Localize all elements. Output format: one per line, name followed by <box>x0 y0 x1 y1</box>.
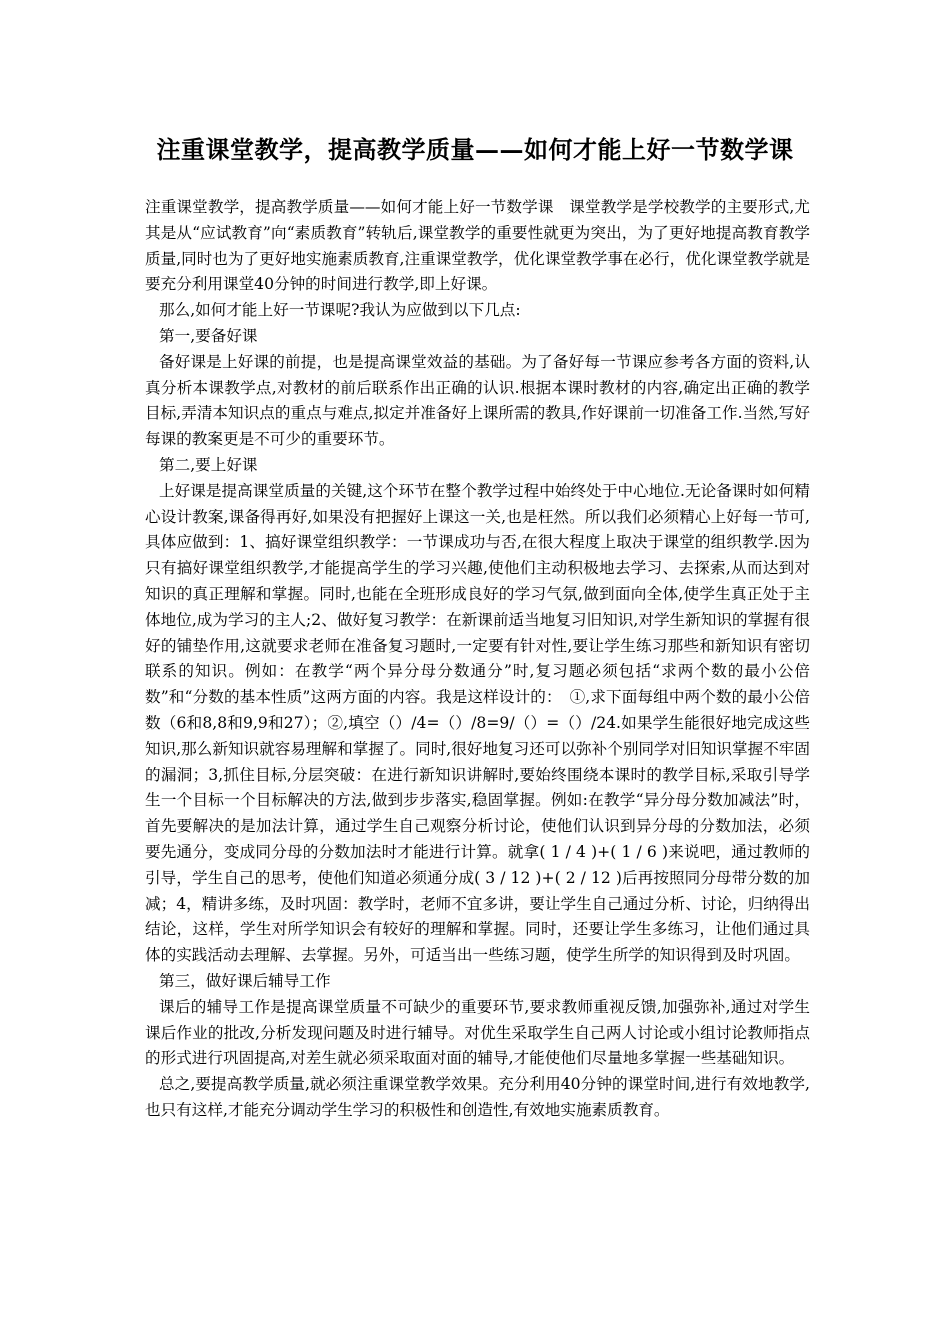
paragraph-first: 备好课是上好课的前提，也是提高课堂效益的基础。为了备好每一节课应参考各方面的资料,认真分析本课教学点,对教材的前后联系作出正确的认识.根据本课时教材的内容,确定出正确的教学目标,弄清本知识点的重点与难点,拟定并准备好上课所需的教具,作好课前一切准备工作.当然,写好每课的教案更是不可少的重要环节。 <box>145 352 810 449</box>
heading-first: 第一,要备好课 <box>159 326 258 345</box>
paragraph-conclusion: 总之,要提高教学质量,就必须注重课堂教学效果。充分利用40分钟的课堂时间,进行有效地教学,也只有这样,才能充分调动学生学习的积极性和创造性,有效地实施素质教育。 <box>145 1075 810 1119</box>
document-body <box>145 195 810 1124</box>
heading-second: 第二,要上好课 <box>159 455 258 474</box>
paragraph-question: 那么,如何才能上好一节课呢?我认为应做到以下几点: <box>159 301 521 320</box>
paragraph-third: 课后的辅导工作是提高课堂质量不可缺少的重要环节,要求教师重视反馈,加强弥补,通过对学生课后作业的批改,分析发现问题及时进行辅导。对优生采取学生自己两人讨论或小组讨论教师指点的形式进行巩固提高,对差生就必须采取面对面的辅导,才能使他们尽量地多掌握一些基础知识。 <box>145 997 810 1068</box>
heading-third: 第三，做好课后辅导工作 <box>159 971 331 990</box>
paragraph-second: 上好课是提高课堂质量的关键,这个环节在整个教学过程中始终处于中心地位.无论备课时如何精心设计教案,课备得再好,如果没有把握好上课这一关,也是枉然。所以我们必须精心上好每一节可,具体应做到：1、搞好课堂组织教学：一节课成功与否,在很大程度上取决于课堂的组织教学.因为只有搞好课堂组织教学,才能提高学生的学习兴趣,使他们主动积极地去学习、去探索,从而达到对知识的真正理解和掌握。同时,也能在全班形成良好的学习气氛,做到面向全体,使学生真正处于主体地位,成为学习的主人;2、做好复习教学：在新课前适当地复习旧知识,对学生新知识的掌握有很好的铺垫作用,这就要求老师在准备复习题时,一定要有针对性,要让学生练习那些和新知识有密切联系的知识。例如：在教学“两个异分母分数通分”时,复习题必须包括“求两个数的最小公倍数”和“分数的基本性质”这两方面的内容。我是这样设计的： ①,求下面每组中两个数的最小公倍数（6和8,8和9,9和27）；②,填空（）/4=（）/8=9/（）=（）/24.如果学生能很好地完成这些知识,那么新知识就容易理解和掌握了。同时,很好地复习还可以弥补个别同学对旧知识掌握不牢固的漏洞；3,抓住目标,分层突破：在进行新知识讲解时,要始终围绕本课时的教学目标,采取引导学生一个目标一个目标解决的方法,做到步步落实,稳固掌握。例如:在教学“异分母分数加减法”时，首先要解决的是加法计算，通过学生自己观察分析讨论，使他们认识到异分母的分数加法，必须要先通分，变成同分母的分数加法时才能进行计算。就拿( 1 / 4 )+( 1 / 6 )来说吧，通过教师的引导，学生自己的思考，使他们知道必须通分成( 3 / 12 )+( 2 / 12 )后再按照同分母带分数的加减；4，精讲多练，及时巩固：教学时，老师不宜多讲，要让学生自己通过分析、讨论，归纳得出结论，这样，学生对所学知识会有较好的理解和掌握。同时，还要让学生多练习，让他们通过具体的实践活动去理解、去掌握。另外，可适当出一些练习题，使学生所学的知识得到及时巩固。 <box>145 481 810 965</box>
page-title: 注重课堂教学，提高教学质量——如何才能上好一节数学课 <box>156 135 794 164</box>
paragraph-intro: 注重课堂教学，提高教学质量——如何才能上好一节数学课 课堂教学是学校教学的主要形式,尤其是从“应试教育”向“素质教育”转轨后,课堂教学的重要性就更为突出，为了更好地提高教育教学质量,同时也为了更好地实施素质教育,注重课堂教学，优化课堂教学事在必行，优化课堂教学就是要充分利用课堂40分钟的时间进行教学,即上好课。 <box>145 198 810 294</box>
